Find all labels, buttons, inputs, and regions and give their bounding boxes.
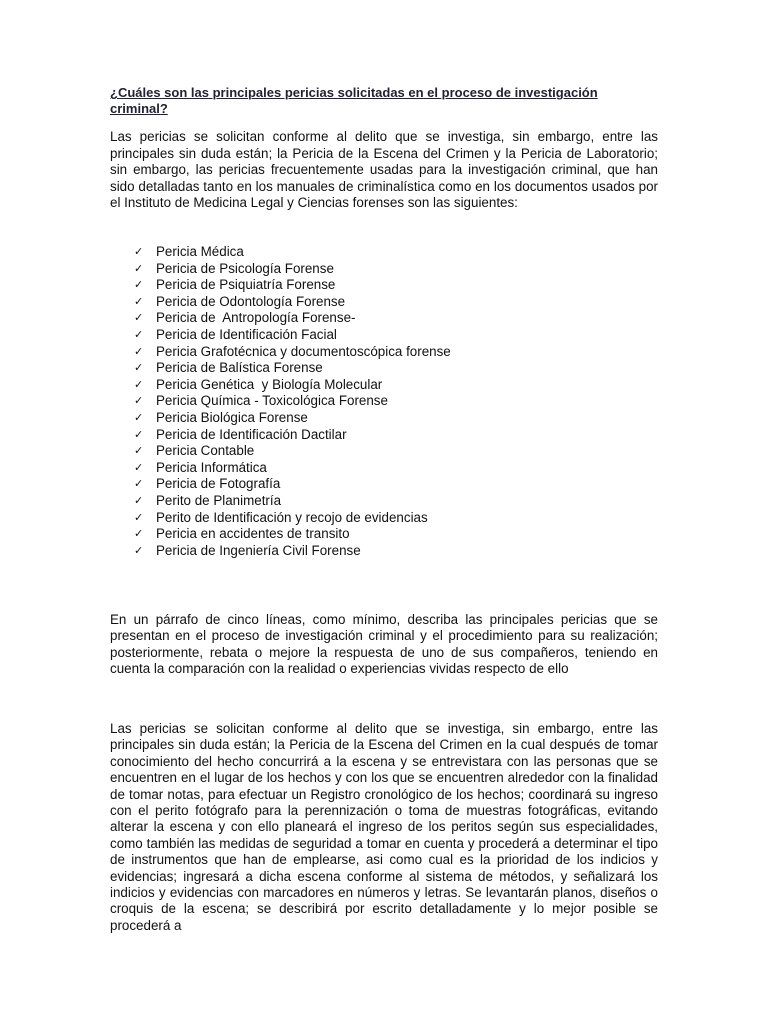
- checkmark-icon: ✓: [134, 510, 144, 524]
- checklist-item-label: Pericia de Antropología Forense-: [156, 310, 356, 326]
- checklist-item: [134, 344, 451, 361]
- checklist-item-label: Pericia en accidentes de transito: [156, 526, 350, 542]
- checkmark-icon: ✓: [134, 493, 144, 507]
- checklist-item-label: Pericia Grafotécnica y documentoscópica forense: [156, 343, 451, 359]
- checklist-item: [134, 393, 451, 410]
- checklist-item: [134, 261, 451, 278]
- checklist-item: [134, 526, 451, 543]
- checklist-item-label: Pericia de Psicología Forense: [156, 260, 334, 276]
- checklist-item-label: Pericia Química - Toxicológica Forense: [156, 393, 388, 409]
- checklist-item-label: Perito de Identificación y recojo de evidencias: [156, 509, 428, 525]
- checkmark-icon: ✓: [134, 245, 144, 258]
- checklist-item-label: Pericia de Psiquiatría Forense: [156, 277, 336, 293]
- checkmark-icon: ✓: [134, 543, 144, 557]
- pericias-checklist: [134, 244, 451, 559]
- checkmark-icon: ✓: [134, 344, 144, 358]
- checklist-item-label: Pericia de Balística Forense: [156, 360, 323, 376]
- checklist-item: [134, 360, 451, 377]
- checkmark-icon: ✓: [134, 460, 144, 474]
- checkmark-icon: ✓: [134, 278, 144, 292]
- checkmark-icon: ✓: [134, 261, 144, 275]
- checkmark-icon: ✓: [134, 327, 144, 341]
- answer-paragraph: Las pericias se solicitan conforme al delito que se investiga, sin embargo, entre las principales sin duda están; la Pericia de la Escena del Crimen en la cual después de tomar conocimiento del hecho concurrirá a la escena y se entrevistara con las personas que se encuentren en el lugar de los hechos y con los que se encuentren alrededor con la finalidad de tomar notas, para efectuar un Registro cronológico de los hechos; coordinará su ingreso con el perito fotógrafo para la perennización o toma de muestras fotográficas, evitando alterar la escena y con ello planeará el ingreso de los peritos según sus especialidades, como también las medidas de seguridad a tomar en cuenta y procederá a determinar el tipo de instrumentos que han de emplearse, asi como cual es la prioridad de los indicios y evidencias; ingresará a dicha escena conforme al sistema de métodos, y señalizará los indicios y evidencias con marcadores en números y letras. Se levantarán planos, diseños o croquis de la escena; se describirá por escrito detalladamente y lo mejor posible se procederá a: [110, 721, 658, 933]
- checklist-item-label: Pericia Genética y Biología Molecular: [156, 376, 383, 392]
- checklist-item: [134, 476, 451, 493]
- question-heading: ¿Cuáles son las principales pericias solicitadas en el proceso de investigación criminal?: [110, 85, 598, 116]
- checkmark-icon: ✓: [134, 394, 144, 408]
- checklist-item: [134, 310, 451, 327]
- checkmark-icon: ✓: [134, 377, 144, 391]
- checklist-item: [134, 377, 451, 394]
- checklist-item-label: Pericia Médica: [156, 244, 244, 259]
- checklist-item: [134, 427, 451, 444]
- checklist-item-label: Pericia Contable: [156, 443, 255, 459]
- assignment-prompt-paragraph: En un párrafo de cinco líneas, como mínimo, describa las principales pericias que se presentan en el proceso de investigación criminal y el procedimiento para su realización; posteriormente, rebata o mejore la respuesta de uno de sus compañeros, teniendo en cuenta la comparación con la realidad o experiencias vividas respecto de ello: [110, 612, 658, 677]
- checkmark-icon: ✓: [134, 427, 144, 441]
- checkmark-icon: ✓: [134, 311, 144, 325]
- checkmark-icon: ✓: [134, 527, 144, 541]
- checklist-item-label: Perito de Planimetría: [156, 492, 282, 508]
- checklist-item-label: Pericia de Ingeniería Civil Forense: [156, 542, 361, 558]
- checkmark-icon: ✓: [134, 410, 144, 424]
- checklist-item: [134, 327, 451, 344]
- checklist-item: [134, 493, 451, 510]
- checklist-item-label: Pericia de Identificación Dactilar: [156, 426, 347, 442]
- checklist-item-label: Pericia Informática: [156, 459, 267, 475]
- checklist-item-label: Pericia Biológica Forense: [156, 409, 308, 425]
- checklist-item: [134, 443, 451, 460]
- checkmark-icon: ✓: [134, 294, 144, 308]
- checklist-item-label: Pericia de Fotografía: [156, 476, 281, 492]
- checklist-item: [134, 294, 451, 311]
- checklist-item: [134, 460, 451, 477]
- checklist-item-label: Pericia de Identificación Facial: [156, 326, 337, 342]
- checklist-item: [134, 543, 451, 560]
- intro-paragraph: Las pericias se solicitan conforme al delito que se investiga, sin embargo, entre las principales sin duda están; la Pericia de la Escena del Crimen y la Pericia de Laboratorio; sin embargo, las pericias frecuentemente usadas para la investigación criminal, que han sido detalladas tanto en los manuales de criminalística como en los documentos usados por el Instituto de Medicina Legal y Ciencias forenses son las siguientes:: [110, 129, 658, 210]
- checklist-item-label: Pericia de Odontología Forense: [156, 293, 346, 309]
- checklist-item: [134, 277, 451, 294]
- checklist-item: [134, 244, 451, 261]
- checkmark-icon: ✓: [134, 444, 144, 458]
- checklist-item: [134, 510, 451, 527]
- checklist-item: [134, 410, 451, 427]
- checkmark-icon: ✓: [134, 477, 144, 491]
- checkmark-icon: ✓: [134, 361, 144, 375]
